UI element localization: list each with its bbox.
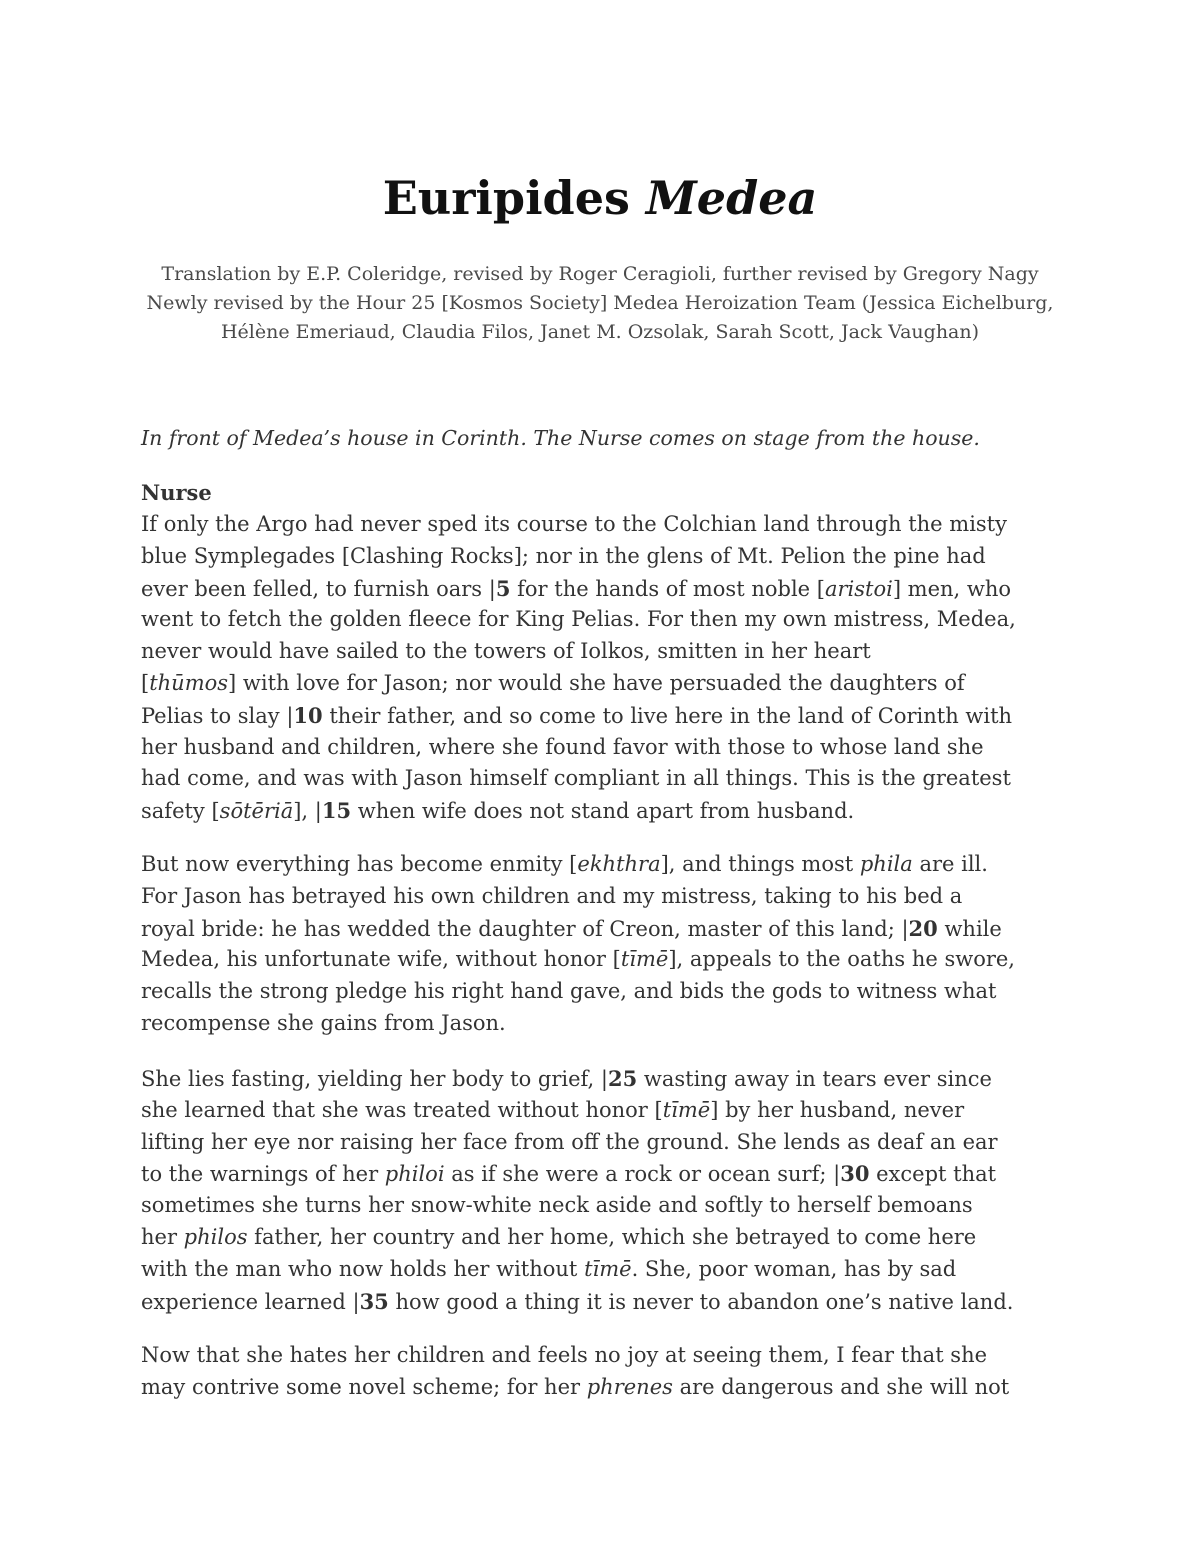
speaker-name: Nurse xyxy=(141,480,212,505)
text-run: experience learned | xyxy=(141,1289,360,1314)
text-run: Medea, his unfortunate wife, without honor [ xyxy=(141,947,621,972)
text-run: blue Symplegades [Clashing Rocks]; nor in the glens of Mt. Pelion the pine had xyxy=(141,543,986,568)
text-run: Now that she hates her children and feels no joy at seeing them, I fear that she xyxy=(141,1343,988,1367)
text-line xyxy=(141,1340,1101,1372)
text-run: . She, poor woman, has by sad xyxy=(631,1256,957,1281)
greek-term: philoi xyxy=(384,1162,445,1187)
speech-paragraph xyxy=(141,1063,1101,1317)
stage-direction: In front of Medea’s house in Corinth. The Nurse comes on stage from the house. xyxy=(141,426,980,450)
text-line xyxy=(141,509,1101,541)
text-line xyxy=(141,1158,1101,1190)
text-run: ever been felled, to furnish oars | xyxy=(141,576,496,601)
text-run: went to fetch the golden fleece for King Pelias. For then my own mistress, Medea, xyxy=(141,607,1016,632)
text-line xyxy=(141,732,1101,764)
text-run: for the hands of most noble [ xyxy=(510,576,825,601)
title-work: Medea xyxy=(645,171,818,225)
text-run: royal bride: he has wedded the daughter of Creon, master of this land; | xyxy=(141,916,909,941)
text-run: If only the Argo had never sped its course to the Colchian land through the misty xyxy=(141,512,1007,536)
text-run: never would have sailed to the towers of Iolkos, smitten in her heart xyxy=(141,639,871,664)
text-run: except that xyxy=(869,1162,997,1187)
line-number: 20 xyxy=(908,915,938,941)
line-number: 30 xyxy=(840,1161,870,1187)
text-run: when wife does not stand apart from husband. xyxy=(351,799,855,824)
text-run: their father, and so come to live here in the land of Corinth with xyxy=(322,703,1013,728)
text-line xyxy=(141,668,1101,700)
greek-term: sōtēriā xyxy=(219,799,294,824)
text-run: may contrive some novel scheme; for her xyxy=(141,1374,587,1399)
text-run: ] with love for Jason; nor would she have persuaded the daughters of xyxy=(228,670,965,695)
text-run: are dangerous and she will not xyxy=(672,1374,1010,1399)
greek-term: tīmē xyxy=(662,1097,711,1122)
text-line xyxy=(141,976,1101,1008)
text-run: lifting her eye nor raising her face from off the ground. She lends as deaf an ear xyxy=(141,1129,998,1154)
text-run: recalls the strong pledge his right hand gave, and bids the gods to witness what xyxy=(141,979,997,1004)
line-number: 25 xyxy=(607,1066,638,1091)
text-line xyxy=(141,849,1101,881)
greek-term: philos xyxy=(183,1224,248,1249)
text-line xyxy=(141,573,1101,605)
text-run: how good a thing it is never to abandon one’s native land. xyxy=(388,1289,1014,1314)
text-run: ], appeals to the oaths he swore, xyxy=(668,947,1015,972)
text-line xyxy=(141,1190,1101,1222)
text-line xyxy=(141,881,1101,913)
text-run: She lies fasting, yielding her body to grief, | xyxy=(141,1067,608,1091)
line-number: 10 xyxy=(293,702,323,728)
text-run: safety [ xyxy=(141,799,220,824)
text-line xyxy=(141,636,1101,668)
text-line xyxy=(141,1127,1101,1159)
text-run: sometimes she turns her snow-white neck aside and softly to herself bemoans xyxy=(141,1193,973,1218)
greek-term: phrenes xyxy=(586,1374,673,1399)
greek-term: aristoi xyxy=(824,576,893,601)
speech-paragraph xyxy=(141,1340,1101,1404)
text-run: are ill. xyxy=(912,852,988,876)
text-line xyxy=(141,913,1101,945)
text-line xyxy=(141,604,1101,636)
text-line xyxy=(141,1008,1101,1040)
speech-paragraph xyxy=(141,849,1101,1040)
text-line xyxy=(141,795,1101,827)
credit-line: Translation by E.P. Coleridge, revised by Roger Ceragioli, further revised by Gregory Nagy xyxy=(161,263,1039,285)
text-run: [ xyxy=(141,670,150,695)
speech-paragraph xyxy=(141,509,1101,827)
title-author: Euripides xyxy=(382,171,630,225)
greek-term: thūmos xyxy=(149,670,229,695)
text-run: her xyxy=(141,1224,184,1249)
text-run: ], and things most xyxy=(660,852,860,876)
text-run: wasting away in tears ever since xyxy=(637,1067,992,1091)
text-run: as if she were a rock or ocean surf; | xyxy=(444,1162,841,1187)
greek-term: tīmē xyxy=(620,947,669,972)
line-number: 35 xyxy=(359,1288,389,1314)
text-run: But now everything has become enmity [ xyxy=(141,852,578,876)
text-line xyxy=(141,1063,1101,1095)
text-run: father, her country and her home, which she betrayed to come here xyxy=(247,1224,977,1249)
text-line xyxy=(141,944,1101,976)
credit-line: Newly revised by the Hour 25 [Kosmos Society] Medea Heroization Team (Jessica Eichelburg, xyxy=(146,292,1054,314)
document-title xyxy=(0,168,1200,228)
text-line xyxy=(141,1222,1101,1254)
text-line xyxy=(141,1286,1101,1318)
text-run: while xyxy=(937,916,1002,941)
line-number: 15 xyxy=(321,798,352,824)
text-line xyxy=(141,541,1101,573)
text-run: recompense she gains from Jason. xyxy=(141,1010,506,1035)
text-run: her husband and children, where she found favor with those to whose land she xyxy=(141,734,984,759)
greek-term: ekhthra xyxy=(577,852,661,876)
text-line xyxy=(141,1254,1101,1286)
text-run: to the warnings of her xyxy=(141,1162,385,1187)
greek-term: phila xyxy=(859,852,913,876)
text-line xyxy=(141,700,1101,732)
text-line xyxy=(141,763,1101,795)
text-run: For Jason has betrayed his own children and my mistress, taking to his bed a xyxy=(141,883,963,908)
text-line xyxy=(141,1095,1101,1127)
text-run: ] men, who xyxy=(892,576,1012,601)
text-run: ] by her husband, never xyxy=(710,1097,965,1122)
text-run: had come, and was with Jason himself compliant in all things. This is the greatest xyxy=(141,766,1011,791)
text-line xyxy=(141,1372,1101,1404)
translation-credits xyxy=(100,260,1100,347)
text-run: with the man who now holds her without xyxy=(141,1256,585,1281)
credit-line: Hélène Emeriaud, Claudia Filos, Janet M. Ozsolak, Sarah Scott, Jack Vaughan) xyxy=(220,321,980,343)
text-run: she learned that she was treated without honor [ xyxy=(141,1097,663,1122)
text-run: ], | xyxy=(293,799,322,824)
greek-term: tīmē xyxy=(584,1256,632,1281)
line-number: 5 xyxy=(495,575,511,601)
text-run: Pelias to slay | xyxy=(141,703,294,728)
